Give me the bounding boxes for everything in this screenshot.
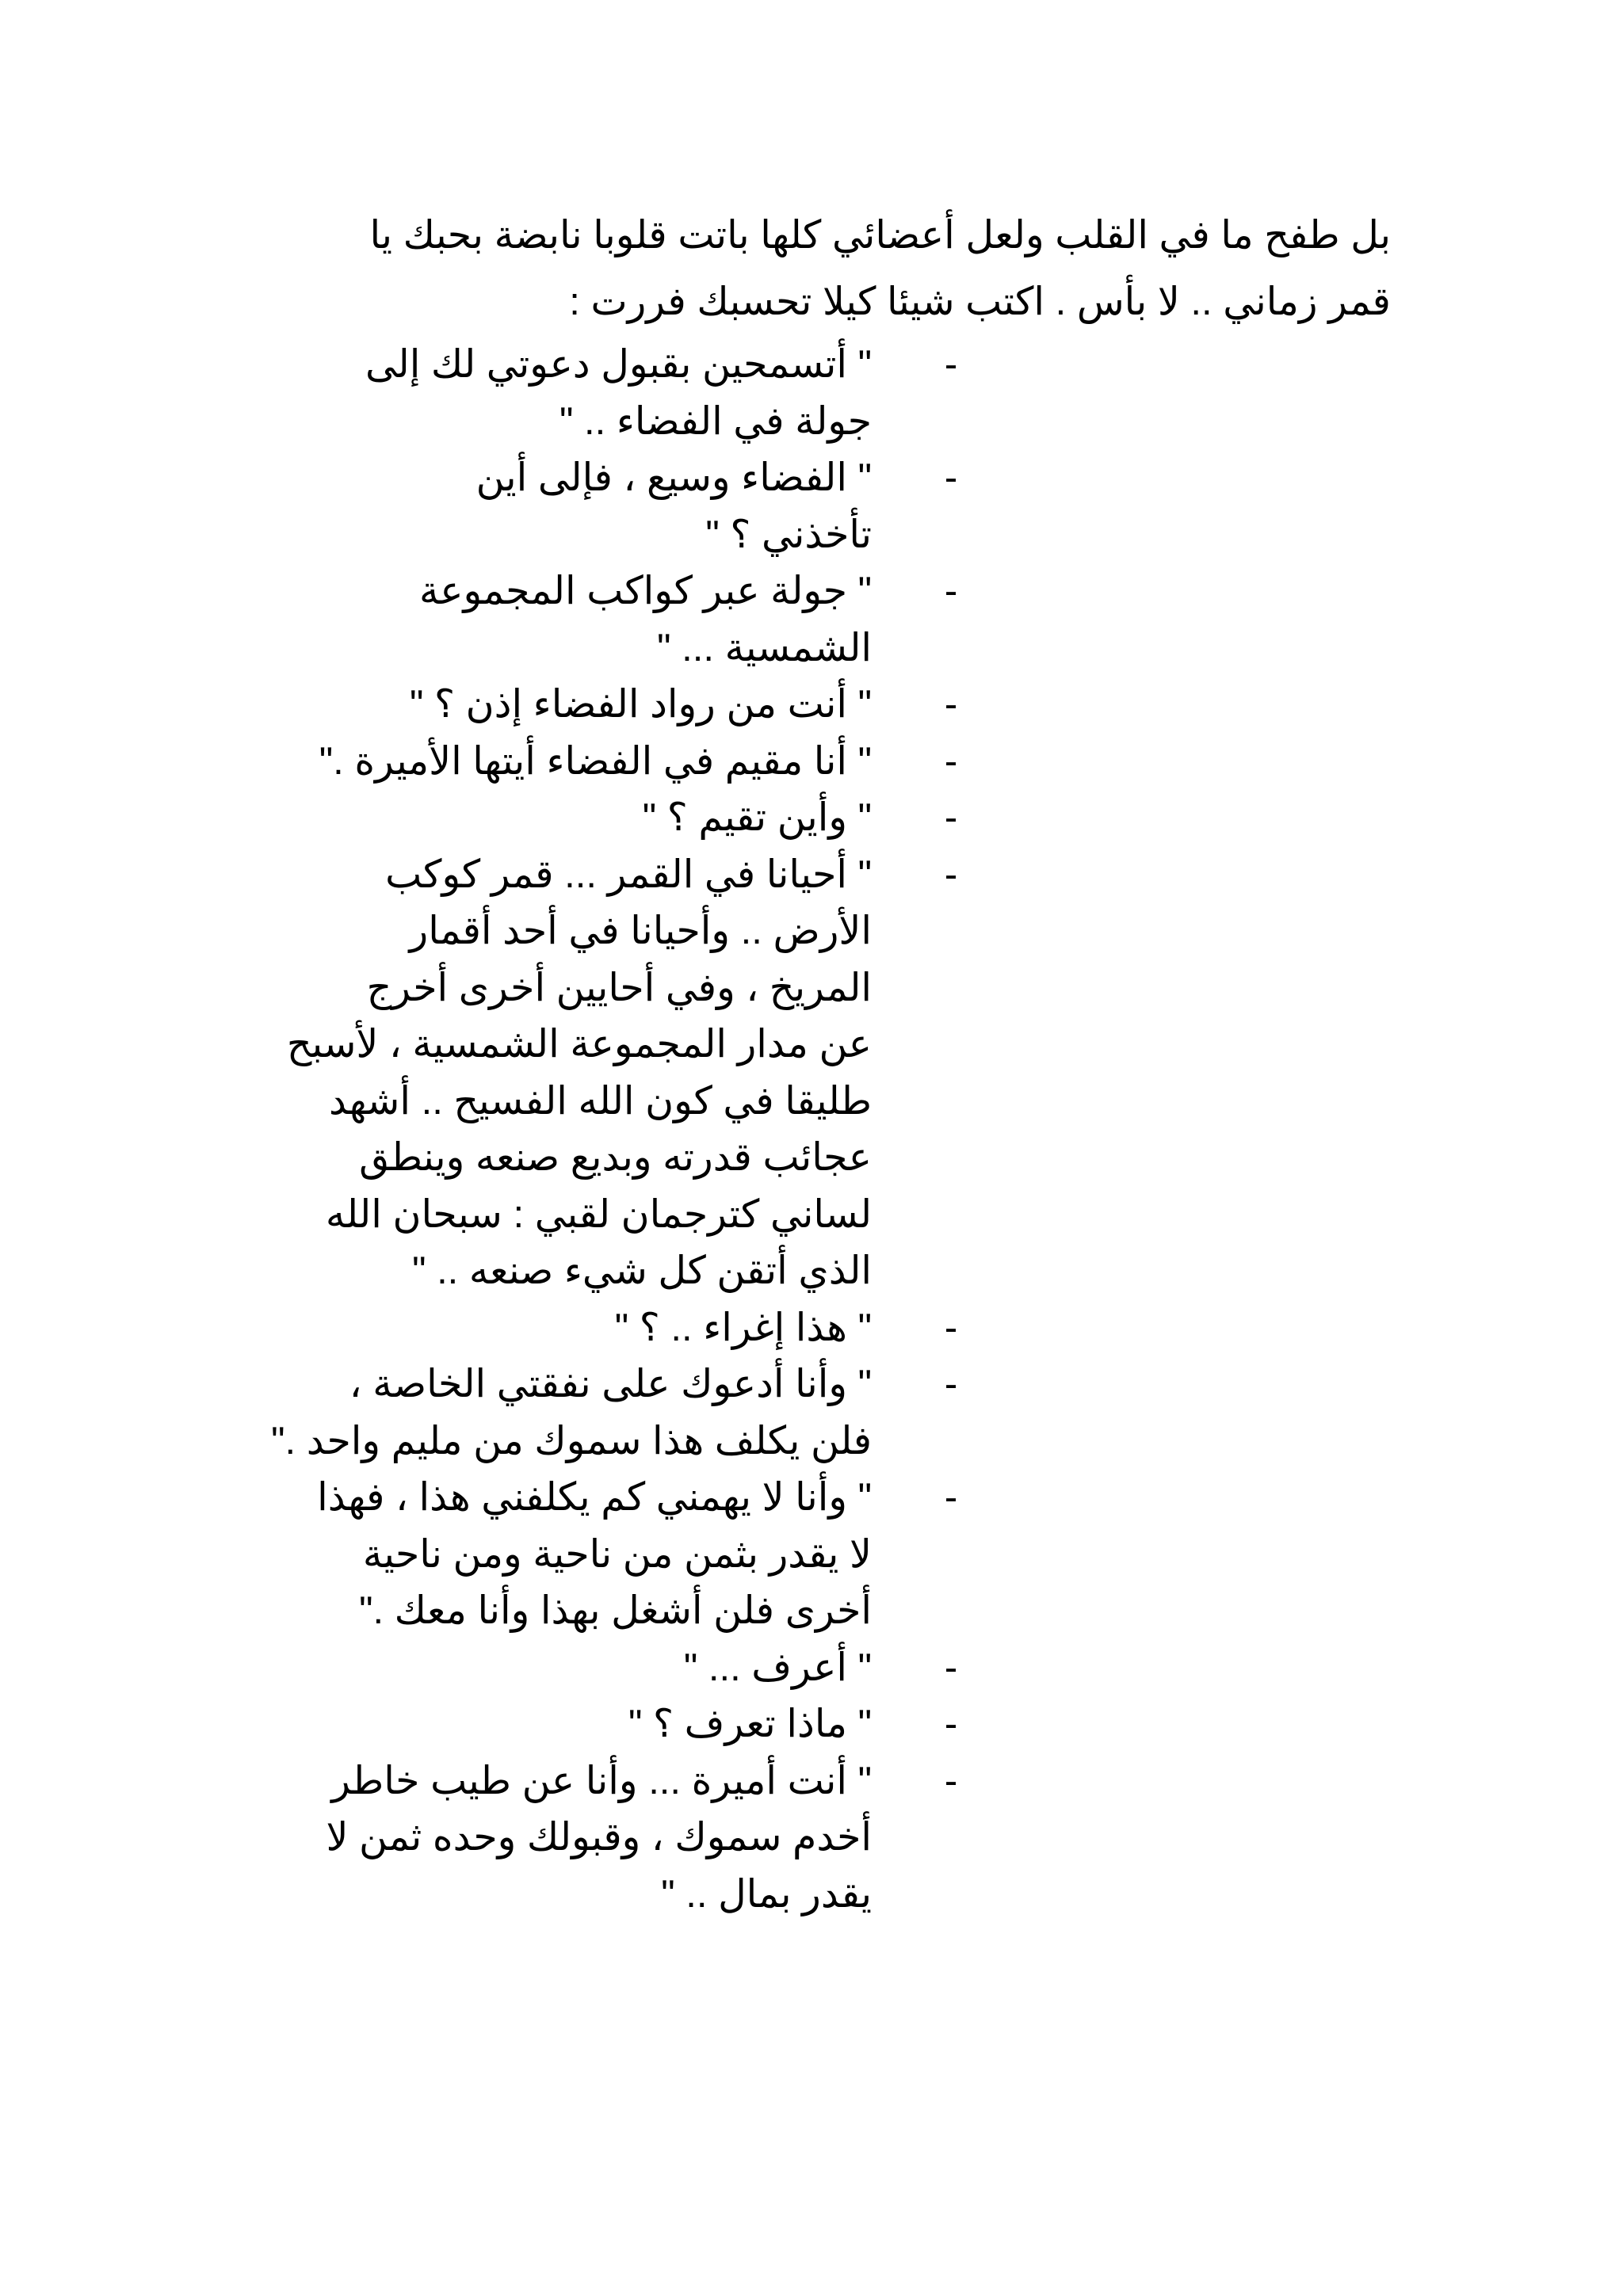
dialogue-line: " أحيانا في القمر ... قمر كوكب	[385, 852, 872, 896]
intro-paragraph	[238, 202, 1391, 335]
dash-bullet: -	[944, 570, 958, 612]
dialogue-item	[238, 847, 1391, 1300]
dialogue-item	[238, 790, 1391, 847]
dialogue-line: جولة في الفضاء .. "	[559, 399, 872, 443]
dash-bullet: -	[944, 1646, 958, 1689]
dialogue-line: " جولة عبر كواكب المجموعة	[418, 570, 872, 612]
dialogue-item	[238, 1640, 1391, 1697]
dialogue-text	[238, 677, 872, 734]
dialogue-line: " الفضاء وسيع ، فإلى أين	[475, 456, 872, 499]
intro-line: بل طفح ما في القلب ولعل أعضائي كلها باتت قلوبا نابضة بحبك يا	[369, 214, 1391, 257]
dialogue-text	[238, 563, 872, 677]
dash-bullet: -	[944, 1759, 958, 1802]
dash-bullet: -	[944, 343, 958, 386]
dialogue-item	[238, 1300, 1391, 1357]
dialogue-line: فلن يكلف هذا سموك من مليم واحد ."	[271, 1419, 872, 1463]
dialogue-text	[238, 1696, 872, 1753]
dash-bullet: -	[944, 683, 958, 726]
dialogue-line: " أتسمحين بقبول دعوتي لك إلى	[365, 343, 872, 386]
intro-line: قمر زماني .. لا بأس . اكتب شيئا كيلا تحسبك فررت :	[569, 280, 1391, 323]
dialogue-line: أخرى فلن أشغل بهذا وأنا معك ."	[359, 1589, 872, 1632]
dialogue-item	[238, 1356, 1391, 1470]
dialogue-line: لساني كترجمان لقبي : سبحان الله	[325, 1192, 872, 1236]
dialogue-line: " أعرف ... "	[683, 1646, 872, 1689]
dialogue-item	[238, 1470, 1391, 1640]
dialogue-text	[238, 734, 872, 791]
dash-bullet: -	[944, 852, 958, 896]
dialogue-text	[238, 1300, 872, 1357]
dialogue-line: طليقا في كون الله الفسيح .. أشهد	[329, 1079, 872, 1123]
dialogue-list	[238, 337, 1391, 1923]
dash-bullet: -	[944, 1703, 958, 1745]
dialogue-line: الشمسية ... "	[657, 626, 872, 669]
dialogue-line: تأخذني ؟ "	[705, 513, 872, 556]
dialogue-line: " وأنا لا يهمني كم يكلفني هذا ، فهذا	[317, 1476, 872, 1519]
dialogue-item	[238, 450, 1391, 563]
dialogue-line: عجائب قدرته وبديع صنعه وينطق	[359, 1136, 872, 1179]
dialogue-text	[238, 450, 872, 563]
dialogue-line: لا يقدر بثمن من ناحية ومن ناحية	[362, 1532, 872, 1576]
dialogue-item	[238, 1696, 1391, 1753]
dash-bullet: -	[944, 1363, 958, 1405]
dash-bullet: -	[944, 1306, 958, 1349]
dialogue-line: " هذا إغراء .. ؟ "	[614, 1306, 872, 1349]
dialogue-text	[238, 847, 872, 1300]
dialogue-item	[238, 734, 1391, 791]
dialogue-line: " أنا مقيم في الفضاء أيتها الأميرة ."	[319, 739, 872, 783]
dialogue-line: يقدر بمال .. "	[661, 1872, 872, 1916]
dialogue-text	[238, 790, 872, 847]
dialogue-line: الذي أتقن كل شيء صنعه .. "	[412, 1249, 872, 1292]
dialogue-item	[238, 337, 1391, 450]
dialogue-text	[238, 337, 872, 450]
dialogue-item	[238, 1753, 1391, 1924]
dialogue-text	[238, 1640, 872, 1697]
dialogue-line: " أنت أميرة ... وأنا عن طيب خاطر	[331, 1759, 872, 1802]
dialogue-text	[238, 1753, 872, 1924]
dialogue-text	[238, 1356, 872, 1470]
dialogue-line: " أنت من رواد الفضاء إذن ؟ "	[410, 683, 872, 726]
dialogue-line: " وأنا أدعوك على نفقتي الخاصة ،	[349, 1363, 872, 1405]
dialogue-item	[238, 677, 1391, 734]
dialogue-line: عن مدار المجموعة الشمسية ، لأسبح	[286, 1023, 872, 1066]
dash-bullet: -	[944, 796, 958, 839]
dialogue-item	[238, 563, 1391, 677]
dialogue-text	[238, 1470, 872, 1640]
dialogue-line: " ماذا تعرف ؟ "	[628, 1703, 872, 1745]
dialogue-line: المريخ ، وفي أحايين أخرى أخرج	[366, 966, 872, 1009]
dash-bullet: -	[944, 739, 958, 783]
dialogue-line: أخدم سموك ، وقبولك وحده ثمن لا	[326, 1816, 872, 1859]
dialogue-line: " وأين تقيم ؟ "	[642, 796, 872, 839]
dash-bullet: -	[944, 456, 958, 499]
dash-bullet: -	[944, 1476, 958, 1519]
dialogue-line: الأرض .. وأحيانا في أحد أقمار	[409, 910, 872, 952]
